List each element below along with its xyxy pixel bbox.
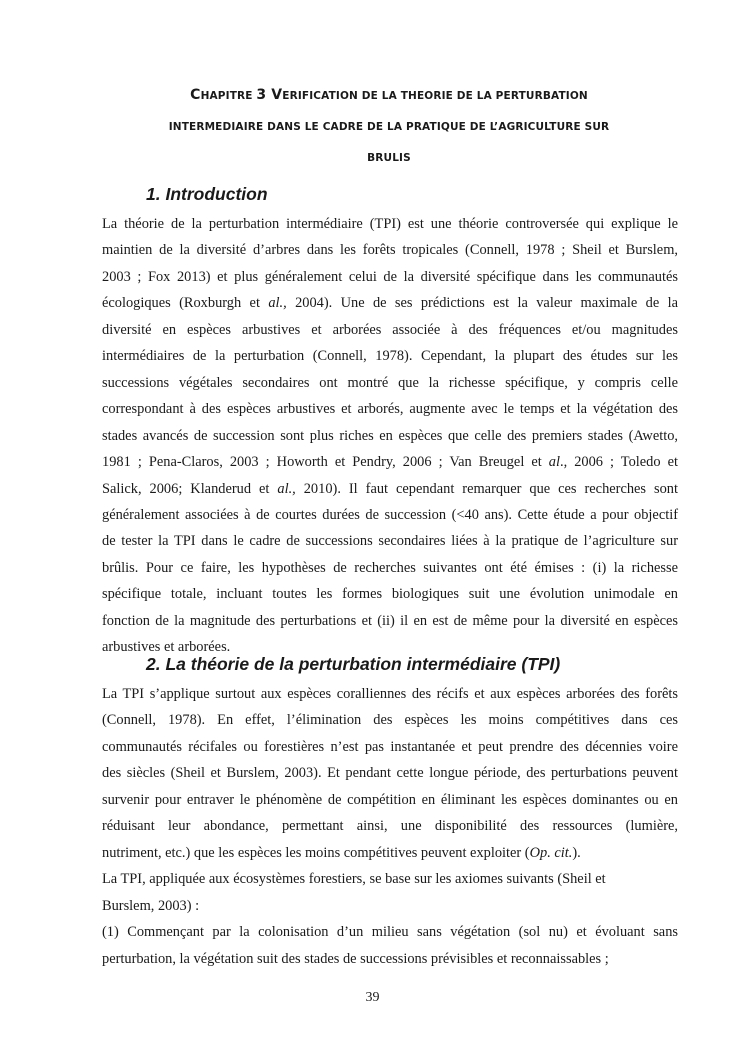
section2-line: Burslem, 2003) :: [102, 897, 200, 914]
section2-line: communautés récifales ou forestières n’est pas instantanée et peut prendre des décennies voire: [102, 738, 678, 755]
page-number: 39: [365, 990, 380, 1005]
chapter-title-line-2: INTERMEDIAIRE DANS LE CADRE DE LA PRATIQUE DE L’AGRICULTURE SUR: [168, 121, 610, 133]
section1-line: stades avancés de succession sont plus riches en espèces que celle des premiers stades (Awetto,: [102, 427, 678, 444]
section2-line: nutriment, etc.) que les espèces les moins compétitives peuvent exploiter (Op. cit.).: [102, 844, 581, 861]
section2-line: La TPI, appliquée aux écosystèmes forestiers, se base sur les axiomes suivants (Sheil et: [102, 871, 606, 888]
section2-line: (Connell, 1978). En effet, l’élimination des espèces les moins compétitives dans ces: [102, 712, 678, 729]
section2-line: des siècles (Sheil et Burslem, 2003). Et pendant cette longue période, des perturbations peuvent: [102, 765, 678, 782]
section2-line: réduisant leur abondance, permettant ainsi, une disponibilité des ressources (lumière,: [102, 818, 678, 835]
section2-line: perturbation, la végétation suit des stades de successions prévisibles et reconnaissables ;: [102, 950, 609, 967]
section1-line: 1981 ; Pena-Claros, 2003 ; Howorth et Pendry, 2006 ; Van Breugel et al., 2006 ; Toledo et: [102, 454, 678, 471]
section1-line: fonction de la magnitude des perturbations et (ii) il en est de même pour la diversité en espèces: [102, 612, 678, 629]
section1-line: de tester la TPI dans le cadre de successions secondaires liées à la pratique de l’agriculture sur: [102, 533, 678, 550]
section2-line: La TPI s’applique surtout aux espèces coralliennes des récifs et aux espèces arborées des forêts: [102, 686, 678, 702]
section1-line: arbustives et arborées.: [102, 639, 231, 656]
section1-line: écologiques (Roxburgh et al., 2004). Une de ses prédictions est la valeur maximale de la: [102, 295, 678, 312]
chapter-title: [100, 80, 678, 174]
section1-line: 2003 ; Fox 2013) et plus généralement celui de la diversité spécifique dans les communautés: [102, 268, 678, 285]
chapter-title-line-1: CHAPITRE 3 VERIFICATION DE LA THEORIE DE LA PERTURBATION: [190, 87, 588, 103]
section1-line: généralement associées à de courtes durées de succession (<40 ans). Cette étude a pour objectif: [102, 506, 678, 523]
section1-line: maintien de la diversité d’arbres dans les forêts tropicales (Connell, 1978 ; Sheil et Burslem,: [102, 242, 678, 259]
section1-line: brûlis. Pour ce faire, les hypothèses de recherches suivantes ont été émises : (i) la richesse: [102, 559, 678, 576]
section-heading-tpi: 2. La théorie de la perturbation intermédiaire (TPI): [146, 654, 561, 674]
section1-line: spécifique totale, incluant toutes les formes biologiques suit une évolution unimodale en: [102, 586, 678, 603]
section1-line: successions végétales secondaires ont montré que la richesse spécifique, y compris celle: [102, 374, 678, 391]
section1-line: La théorie de la perturbation intermédiaire (TPI) est une théorie controversée qui explique le: [102, 216, 678, 232]
chapter-title-line-3: BRULIS: [367, 152, 411, 164]
section1-line: Salick, 2006; Klanderud et al., 2010). Il faut cependant remarquer que ces recherches sont: [102, 480, 678, 497]
section2-line: survenir pour entraver le phénomène de compétition en éliminant les espèces dominantes ou en: [102, 791, 678, 808]
section1-line: diversité en espèces arbustives et arborées associée à des fréquences et/ou magnitudes: [102, 321, 678, 338]
section1-line: intermédiaires de la perturbation (Connell, 1978). Cependant, la plupart des études sur les: [102, 348, 678, 365]
section2-line: (1) Commençant par la colonisation d’un milieu sans végétation (sol nu) et évoluant sans: [102, 924, 678, 941]
section1-line: correspondant à des espèces arbustives et arborés, augmente avec le temps et la végétation des: [102, 401, 678, 418]
section-heading-introduction: 1. Introduction: [146, 184, 268, 204]
